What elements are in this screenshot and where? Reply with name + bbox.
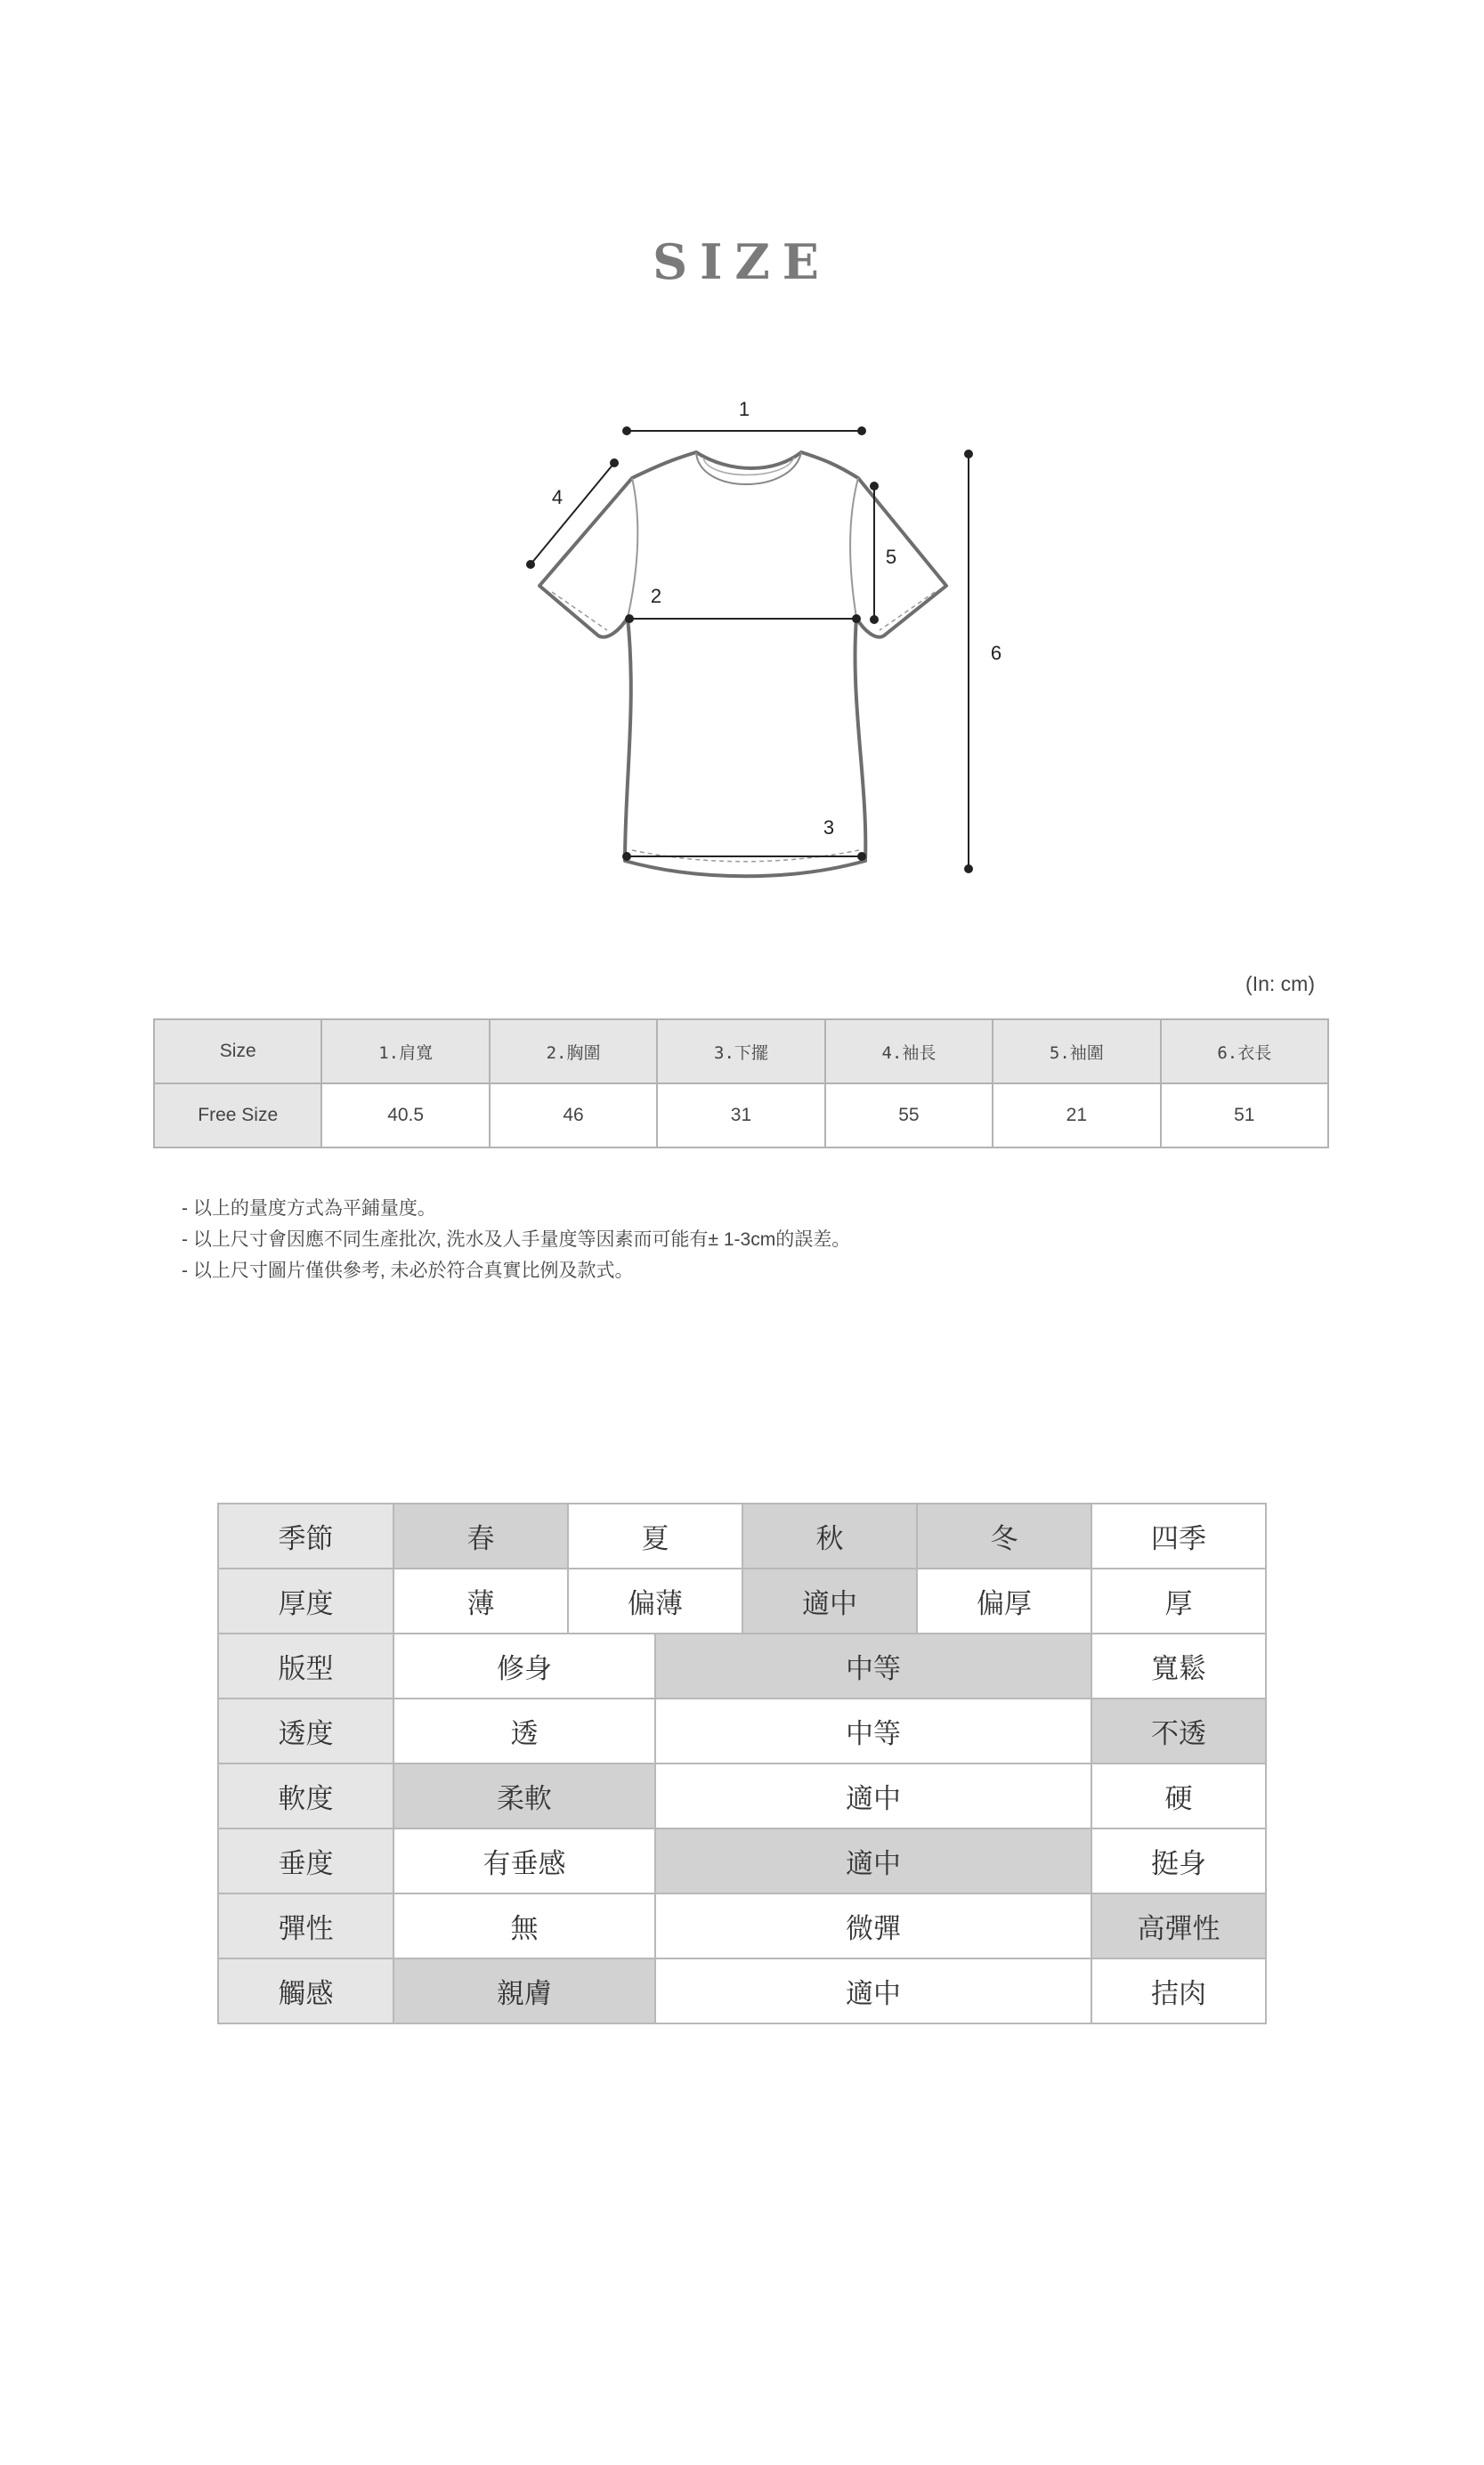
- size-table: [153, 1018, 1329, 1148]
- attr-row-season: [218, 1504, 1266, 1569]
- size-header-cell: 5.袖圍: [993, 1019, 1160, 1083]
- attr-option: 偏厚: [917, 1569, 1091, 1634]
- size-value-cell: 40.5: [321, 1083, 489, 1147]
- right-sleeve-seam: [850, 478, 858, 618]
- size-header-cell: 6.衣長: [1161, 1019, 1328, 1083]
- attr-option: 寬鬆: [1091, 1634, 1266, 1699]
- size-table-header-row: [154, 1019, 1328, 1083]
- label-5: 5: [885, 546, 897, 568]
- attr-label: 垂度: [218, 1828, 393, 1893]
- attr-row-transparency: [218, 1699, 1266, 1764]
- attr-option: 薄: [393, 1569, 568, 1634]
- size-row-label: Free Size: [154, 1083, 321, 1147]
- attr-option: 秋: [742, 1504, 917, 1569]
- attr-label: 彈性: [218, 1893, 393, 1958]
- attr-row-thickness: [218, 1569, 1266, 1634]
- attr-option: 四季: [1091, 1504, 1266, 1569]
- size-value-cell: 21: [993, 1083, 1160, 1147]
- page-title: SIZE: [653, 233, 831, 290]
- tshirt-collar-inner: [703, 458, 794, 475]
- attr-option: 厚: [1091, 1569, 1266, 1634]
- attr-label: 版型: [218, 1634, 393, 1699]
- attr-label: 透度: [218, 1699, 393, 1764]
- size-header-cell: 4.袖長: [825, 1019, 993, 1083]
- size-value-cell: 51: [1161, 1083, 1328, 1147]
- attr-label: 觸感: [218, 1958, 393, 2023]
- size-header-cell: 1.肩寬: [321, 1019, 489, 1083]
- attr-option: 中等: [655, 1634, 1091, 1699]
- attr-option: 適中: [655, 1764, 1091, 1828]
- size-table-row: [154, 1083, 1328, 1147]
- label-1: 1: [738, 398, 750, 420]
- attr-option: 不透: [1091, 1699, 1266, 1764]
- attr-row-drape: [218, 1828, 1266, 1893]
- left-sleeve-seam: [628, 478, 637, 618]
- attr-option: 夏: [568, 1504, 742, 1569]
- label-4: 4: [551, 486, 564, 508]
- attr-option: 適中: [655, 1958, 1091, 2023]
- attr-option: 冬: [917, 1504, 1091, 1569]
- attr-option: 中等: [655, 1699, 1091, 1764]
- attr-row-fit: [218, 1634, 1266, 1699]
- note-line: - 以上尺寸會因應不同生產批次, 洗水及人手量度等因素而可能有± 1-3cm的誤差。: [182, 1229, 851, 1250]
- attr-option: 無: [393, 1893, 655, 1958]
- attr-option: 高彈性: [1091, 1893, 1266, 1958]
- attr-option: 適中: [655, 1828, 1091, 1893]
- fabric-attribute-table: [217, 1503, 1267, 2024]
- tshirt-measurement-diagram: [0, 0, 1484, 944]
- attr-option: 親膚: [393, 1958, 655, 2023]
- attr-option: 春: [393, 1504, 568, 1569]
- attr-option: 微彈: [655, 1893, 1091, 1958]
- attr-option: 拮肉: [1091, 1958, 1266, 2023]
- attr-option: 偏薄: [568, 1569, 742, 1634]
- attr-option: 柔軟: [393, 1764, 655, 1828]
- size-value-cell: 46: [490, 1083, 657, 1147]
- attr-label: 厚度: [218, 1569, 393, 1634]
- label-2: 2: [650, 585, 662, 607]
- attr-row-touch: [218, 1958, 1266, 2023]
- attr-option: 硬: [1091, 1764, 1266, 1828]
- attr-label: 季節: [218, 1504, 393, 1569]
- measurement-notes: [182, 1193, 850, 1286]
- attr-option: 修身: [393, 1634, 655, 1699]
- attr-option: 適中: [742, 1569, 917, 1634]
- size-value-cell: 31: [657, 1083, 824, 1147]
- size-value-cell: 55: [825, 1083, 993, 1147]
- left-sleeve-stitch: [552, 592, 607, 630]
- attr-label: 軟度: [218, 1764, 393, 1828]
- attr-row-softness: [218, 1764, 1266, 1828]
- note-line: - 以上尺寸圖片僅供參考, 未必於符合真實比例及款式。: [182, 1261, 634, 1281]
- right-sleeve-stitch: [880, 592, 935, 630]
- note-line: - 以上的量度方式為平鋪量度。: [182, 1198, 436, 1219]
- attr-row-elasticity: [218, 1893, 1266, 1958]
- attr-option: 有垂感: [393, 1828, 655, 1893]
- attr-option: 挺身: [1091, 1828, 1266, 1893]
- size-header-cell: Size: [154, 1019, 321, 1083]
- tshirt-outline: [539, 452, 946, 876]
- size-header-cell: 2.胸圍: [490, 1019, 657, 1083]
- size-header-cell: 3.下擺: [657, 1019, 824, 1083]
- attr-option: 透: [393, 1699, 655, 1764]
- label-6: 6: [990, 642, 1002, 664]
- label-3: 3: [823, 816, 835, 839]
- unit-note: (In: cm): [1245, 972, 1315, 995]
